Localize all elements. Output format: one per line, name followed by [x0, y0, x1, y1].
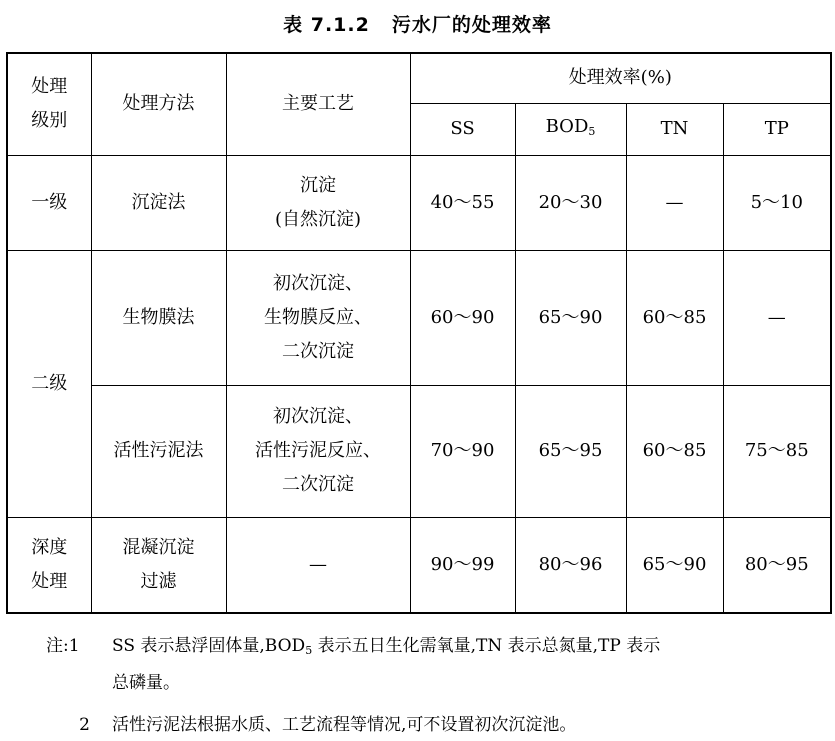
table-notes — [46, 630, 835, 741]
note-prefix: 注:1 — [46, 636, 80, 656]
tn-cell: 60～85 — [626, 250, 723, 385]
header-ss: SS — [410, 103, 515, 155]
table-title — [0, 10, 835, 37]
header-level: 处理 级别 — [7, 53, 91, 155]
ss-cell: 90～99 — [410, 517, 515, 613]
header-process: 主要工艺 — [226, 53, 410, 155]
table-row — [7, 155, 831, 250]
tp-cell: 5～10 — [723, 155, 831, 250]
ss-cell: 70～90 — [410, 385, 515, 517]
tp-cell: — — [723, 250, 831, 385]
bod-cell: 20～30 — [515, 155, 626, 250]
tn-cell: — — [626, 155, 723, 250]
method-cell: 生物膜法 — [91, 250, 226, 385]
header-tp: TP — [723, 103, 831, 155]
ss-cell: 40～55 — [410, 155, 515, 250]
process-cell: 初次沉淀、 活性污泥反应、 二次沉淀 — [226, 385, 410, 517]
table-title-text: 污水厂的处理效率 — [391, 14, 552, 36]
method-cell: 沉淀法 — [91, 155, 226, 250]
level-cell: 二级 — [7, 250, 91, 517]
tn-cell: 60～85 — [626, 385, 723, 517]
process-cell: 初次沉淀、 生物膜反应、 二次沉淀 — [226, 250, 410, 385]
table-row — [7, 517, 831, 613]
note-1-continued: 总磷量。 — [112, 673, 180, 693]
header-efficiency: 处理效率(%) — [410, 53, 831, 103]
process-cell: — — [226, 517, 410, 613]
table-number: 表 7.1.2 — [283, 14, 370, 36]
header-method: 处理方法 — [91, 53, 226, 155]
level-cell: 一级 — [7, 155, 91, 250]
table-row — [7, 250, 831, 385]
table-row — [7, 385, 831, 517]
bod-cell: 65～95 — [515, 385, 626, 517]
header-bod: $BOD_5$ — [515, 103, 626, 155]
header-tn: TN — [626, 103, 723, 155]
bod-cell: 80～96 — [515, 517, 626, 613]
tp-cell: 75～85 — [723, 385, 831, 517]
tn-cell: 65～90 — [626, 517, 723, 613]
level-cell: 深度 处理 — [7, 517, 91, 613]
ss-cell: 60～90 — [410, 250, 515, 385]
note-2: 2 活性污泥法根据水质、工艺流程等情况,可不设置初次沉淀池。 — [79, 715, 577, 735]
efficiency-table — [6, 52, 832, 614]
tp-cell: 80～95 — [723, 517, 831, 613]
header-row-1 — [7, 53, 831, 103]
method-cell: 活性污泥法 — [91, 385, 226, 517]
method-cell: 混凝沉淀 过滤 — [91, 517, 226, 613]
bod-cell: 65～90 — [515, 250, 626, 385]
process-cell: 沉淀 (自然沉淀) — [226, 155, 410, 250]
note-1: 注:1 SS 表示悬浮固体量$,BOD_5$ 表示五日生化需氧量,TN 表示总氮量,TP 表示 — [46, 630, 835, 667]
